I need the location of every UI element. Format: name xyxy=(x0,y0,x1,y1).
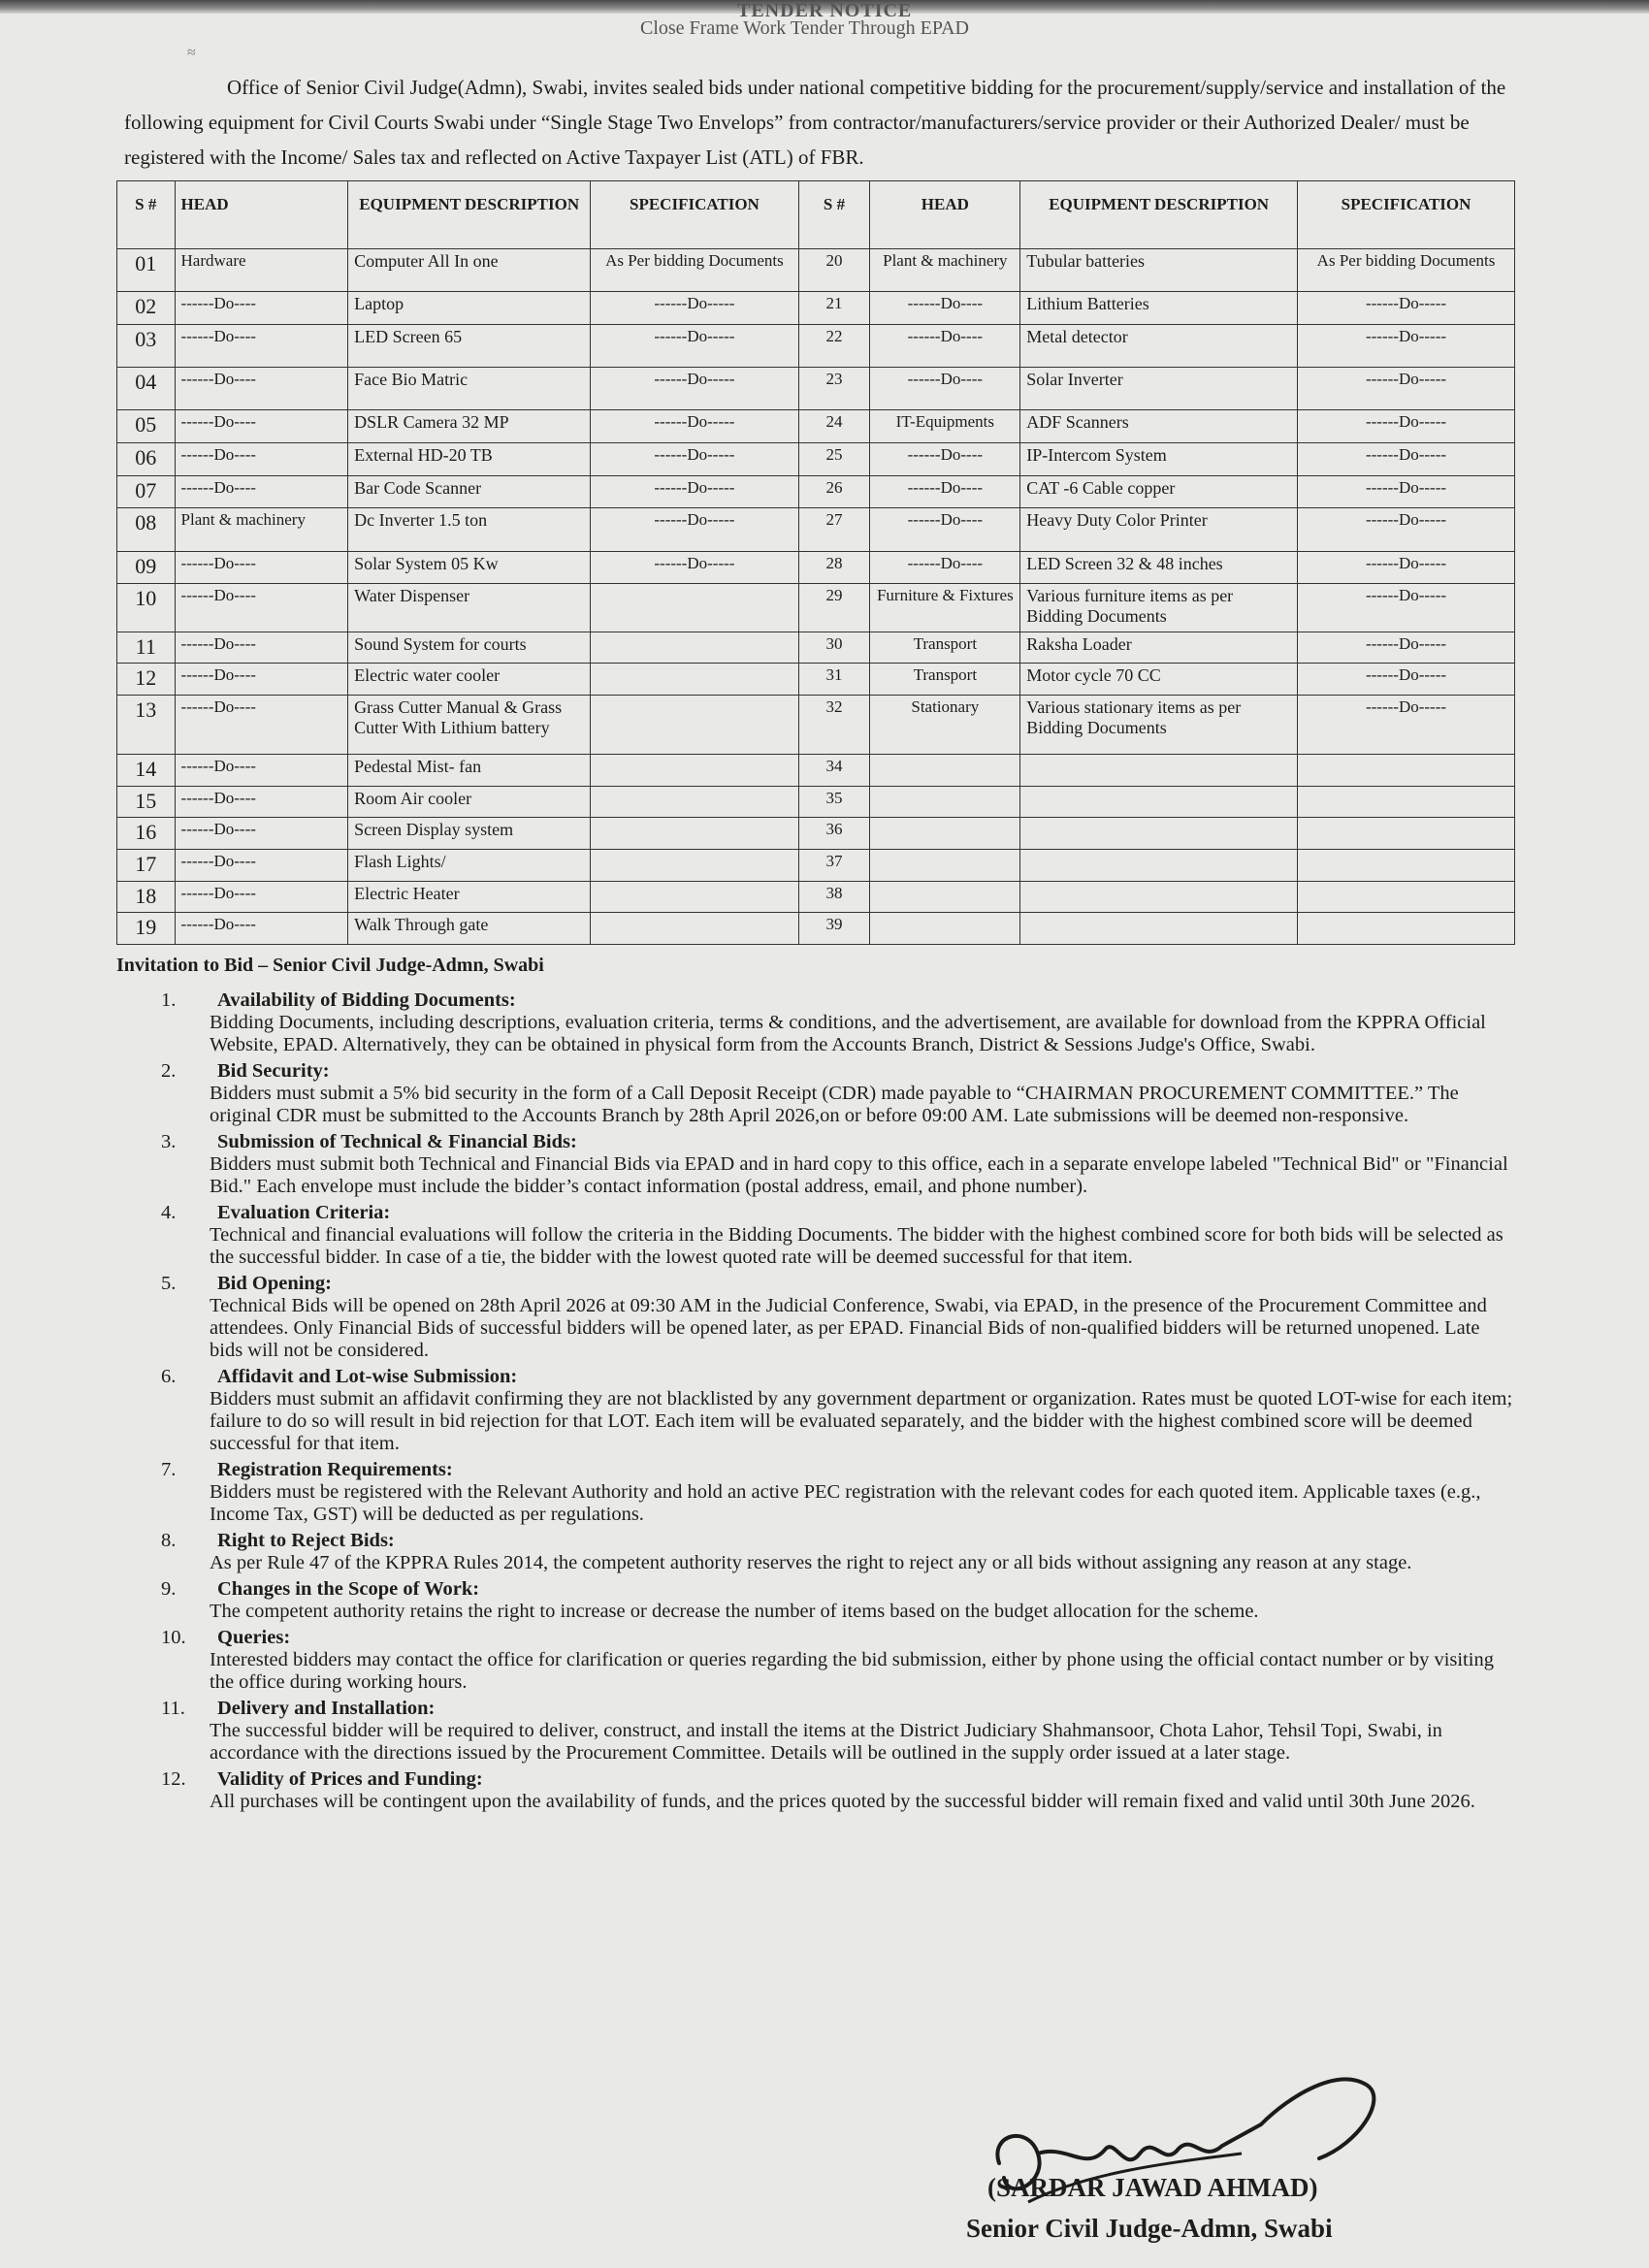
cell-description: Walk Through gate xyxy=(348,913,591,945)
term-body: All purchases will be contingent upon the availability of funds, and the prices quoted by the successful bidder will remain fixed and valid until 30th June 2026. xyxy=(210,1791,1475,1812)
table-row xyxy=(117,786,1515,818)
term-body: Technical and financial evaluations will follow the criteria in the Bidding Documents. The bidder with the highest combined score for both bids will be selected as the successful bidder. In case of a tie, the bidder with the lowest quoted rate will be deemed successful for that item. xyxy=(210,1224,1504,1268)
cell-specification: ------Do----- xyxy=(591,443,798,476)
cell-description: Pedestal Mist- fan xyxy=(348,755,591,787)
term-item xyxy=(116,1060,1513,1127)
cell-head-2: ------Do---- xyxy=(870,508,1020,551)
cell-description: Solar System 05 Kw xyxy=(348,551,591,584)
cell-description: Face Bio Matric xyxy=(348,368,591,410)
cell-head: ------Do---- xyxy=(175,696,348,755)
cell-head-2 xyxy=(870,849,1020,881)
term-item xyxy=(116,1131,1513,1198)
cell-sn: 12 xyxy=(117,664,176,696)
term-title: Changes in the Scope of Work: xyxy=(217,1578,480,1600)
term-body: Bidders must submit both Technical and Financial Bids via EPAD and in hard copy to this office, each in a separate envelope labeled "Technical Bid" or "Financial Bid." Each envelope must include the bidder’s contact information (postal address, email, and phone number). xyxy=(210,1153,1508,1197)
table-row xyxy=(117,632,1515,664)
table-row xyxy=(117,249,1515,292)
cell-specification-2: ------Do----- xyxy=(1298,508,1515,551)
cell-specification-2 xyxy=(1298,881,1515,913)
cell-specification: ------Do----- xyxy=(591,551,798,584)
intro-paragraph: Office of Senior Civil Judge(Admn), Swabi, invites sealed bids under national competitive bidding for the procurement/supply/service and installation of the following equipment for Civil Courts Swabi under “Single Stage Two Envelops” from contractor/manufacturers/service provider or their Authorized Dealer/ must be registered with the Income/ Sales tax and reflected on Active Taxpayer List (ATL) of FBR. xyxy=(124,76,1506,169)
col-header-sn: S # xyxy=(117,181,176,249)
cell-head: ------Do---- xyxy=(175,632,348,664)
cell-specification-2: ------Do----- xyxy=(1298,292,1515,325)
term-body: Bidders must submit an affidavit confirming they are not blacklisted by any government department or organization. Rates must be quoted LOT-wise for each item; failure to do so will result in bid rejection for that LOT. Each item will be evaluated separately, and the bidder with the highest combined score will be deemed successful for that item. xyxy=(210,1388,1513,1454)
cell-specification xyxy=(591,818,798,850)
cell-specification-2: ------Do----- xyxy=(1298,368,1515,410)
cell-head-2: ------Do---- xyxy=(870,324,1020,367)
cell-sn-2: 34 xyxy=(798,755,870,787)
col-header-description: EQUIPMENT DESCRIPTION xyxy=(348,181,591,249)
term-number: 4. xyxy=(161,1202,177,1223)
cell-head: ------Do---- xyxy=(175,551,348,584)
cell-sn: 19 xyxy=(117,913,176,945)
cell-head: ------Do---- xyxy=(175,292,348,325)
table-header-row xyxy=(117,181,1515,249)
cell-sn: 02 xyxy=(117,292,176,325)
term-number: 7. xyxy=(161,1459,177,1480)
cell-sn-2: 36 xyxy=(798,818,870,850)
cell-sn-2: 30 xyxy=(798,632,870,664)
term-title: Validity of Prices and Funding: xyxy=(217,1768,483,1790)
cell-specification-2: ------Do----- xyxy=(1298,324,1515,367)
scan-mark: ≈ xyxy=(187,45,196,61)
term-body: Technical Bids will be opened on 28th April 2026 at 09:30 AM in the Judicial Conference, Swabi, via EPAD, in the presence of the Procurement Committee and attendees. Only Financial Bids of successful bidders will be opened later, as per EPAD. Financial Bids of non-qualified bidders will be returned unopened. Late bids will not be considered. xyxy=(210,1295,1487,1361)
term-body: Bidders must submit a 5% bid security in the form of a Call Deposit Receipt (CDR) made payable to “CHAIRMAN PROCUREMENT COMMITTEE.” The original CDR must be submitted to the Accounts Branch by 28th April 2026,on or before 09:00 AM. Late submissions will be deemed non-responsive. xyxy=(210,1083,1459,1126)
signatory-name: (SARDAR JAWAD AHMAD) xyxy=(987,2173,1318,2202)
cell-description: Flash Lights/ xyxy=(348,849,591,881)
term-title: Right to Reject Bids: xyxy=(217,1530,395,1551)
col-header-head: HEAD xyxy=(175,181,348,249)
term-number: 9. xyxy=(161,1578,177,1600)
cell-sn: 04 xyxy=(117,368,176,410)
table-row xyxy=(117,368,1515,410)
cell-sn: 01 xyxy=(117,249,176,292)
cell-head: Hardware xyxy=(175,249,348,292)
cell-description-2: LED Screen 32 & 48 inches xyxy=(1020,551,1298,584)
cell-specification: ------Do----- xyxy=(591,475,798,508)
cell-description: Water Dispenser xyxy=(348,584,591,632)
cell-sn-2: 39 xyxy=(798,913,870,945)
cell-sn: 13 xyxy=(117,696,176,755)
term-item xyxy=(116,1627,1513,1694)
cell-description-2: Various furniture items as per Bidding Documents xyxy=(1020,584,1298,632)
equipment-table xyxy=(116,180,1515,945)
term-number: 12. xyxy=(161,1768,186,1790)
invitation-title: Invitation to Bid – Senior Civil Judge-Admn, Swabi xyxy=(116,955,544,976)
table-row xyxy=(117,443,1515,476)
cell-sn: 18 xyxy=(117,881,176,913)
cell-description-2: Raksha Loader xyxy=(1020,632,1298,664)
cell-head: ------Do---- xyxy=(175,368,348,410)
cell-head: ------Do---- xyxy=(175,913,348,945)
table-row xyxy=(117,881,1515,913)
term-title: Evaluation Criteria: xyxy=(217,1202,391,1223)
table-row xyxy=(117,292,1515,325)
term-number: 10. xyxy=(161,1627,186,1648)
cell-head-2 xyxy=(870,913,1020,945)
cell-head-2: Transport xyxy=(870,664,1020,696)
term-title: Queries: xyxy=(217,1627,291,1648)
cell-head: ------Do---- xyxy=(175,818,348,850)
table-row xyxy=(117,508,1515,551)
cell-head-2: Plant & machinery xyxy=(870,249,1020,292)
cell-head-2: ------Do---- xyxy=(870,292,1020,325)
cell-sn-2: 25 xyxy=(798,443,870,476)
col-header-specification: SPECIFICATION xyxy=(591,181,798,249)
cell-sn: 08 xyxy=(117,508,176,551)
term-number: 5. xyxy=(161,1273,177,1294)
term-item xyxy=(116,1768,1513,1813)
cell-specification xyxy=(591,584,798,632)
term-number: 11. xyxy=(161,1698,185,1719)
cell-specification-2: ------Do----- xyxy=(1298,664,1515,696)
cell-specification: ------Do----- xyxy=(591,508,798,551)
cell-description-2 xyxy=(1020,881,1298,913)
cell-specification-2: ------Do----- xyxy=(1298,475,1515,508)
cell-sn-2: 38 xyxy=(798,881,870,913)
notice-subtitle: Close Frame Work Tender Through EPAD xyxy=(640,17,970,39)
term-number: 2. xyxy=(161,1060,177,1082)
term-body: Interested bidders may contact the office for clarification or queries regarding the bid submission, either by phone using the official contact number or by visiting the office during working hours. xyxy=(210,1649,1494,1693)
cell-specification xyxy=(591,849,798,881)
cell-specification xyxy=(591,755,798,787)
cell-specification-2: ------Do----- xyxy=(1298,551,1515,584)
term-item xyxy=(116,1366,1513,1455)
cell-specification: ------Do----- xyxy=(591,292,798,325)
cell-specification: ------Do----- xyxy=(591,410,798,443)
cell-description-2: IP-Intercom System xyxy=(1020,443,1298,476)
cell-sn-2: 37 xyxy=(798,849,870,881)
cell-sn-2: 28 xyxy=(798,551,870,584)
cell-head: ------Do---- xyxy=(175,443,348,476)
cell-description-2: Solar Inverter xyxy=(1020,368,1298,410)
cell-sn-2: 22 xyxy=(798,324,870,367)
cell-sn: 14 xyxy=(117,755,176,787)
cell-specification-2: As Per bidding Documents xyxy=(1298,249,1515,292)
term-item xyxy=(116,1273,1513,1362)
col-header-sn-2: S # xyxy=(798,181,870,249)
term-title: Delivery and Installation: xyxy=(217,1698,436,1719)
cell-description: Electric Heater xyxy=(348,881,591,913)
cell-description-2: Motor cycle 70 CC xyxy=(1020,664,1298,696)
table-row xyxy=(117,584,1515,632)
cell-specification xyxy=(591,664,798,696)
term-item xyxy=(116,1202,1513,1269)
cell-specification: ------Do----- xyxy=(591,324,798,367)
table-row xyxy=(117,324,1515,367)
cell-description: DSLR Camera 32 MP xyxy=(348,410,591,443)
cell-specification-2: ------Do----- xyxy=(1298,632,1515,664)
table-row xyxy=(117,551,1515,584)
cell-description-2 xyxy=(1020,818,1298,850)
term-item xyxy=(116,989,1513,1056)
cell-sn-2: 31 xyxy=(798,664,870,696)
cell-head-2: Transport xyxy=(870,632,1020,664)
term-title: Registration Requirements: xyxy=(217,1459,453,1480)
cell-specification: ------Do----- xyxy=(591,368,798,410)
table-row xyxy=(117,664,1515,696)
term-number: 1. xyxy=(161,989,177,1011)
cell-sn-2: 21 xyxy=(798,292,870,325)
term-number: 8. xyxy=(161,1530,177,1551)
cell-sn-2: 23 xyxy=(798,368,870,410)
cell-head: ------Do---- xyxy=(175,324,348,367)
cell-head: ------Do---- xyxy=(175,410,348,443)
term-title: Bid Opening: xyxy=(217,1273,332,1294)
cell-sn-2: 20 xyxy=(798,249,870,292)
cell-specification xyxy=(591,881,798,913)
table-row xyxy=(117,818,1515,850)
table-row xyxy=(117,913,1515,945)
cell-head-2 xyxy=(870,786,1020,818)
cell-head: Plant & machinery xyxy=(175,508,348,551)
cell-description-2: ADF Scanners xyxy=(1020,410,1298,443)
cell-sn: 09 xyxy=(117,551,176,584)
cell-sn-2: 35 xyxy=(798,786,870,818)
cell-head-2: ------Do---- xyxy=(870,551,1020,584)
cell-specification-2 xyxy=(1298,786,1515,818)
cell-description-2 xyxy=(1020,849,1298,881)
term-title: Bid Security: xyxy=(217,1060,330,1082)
term-item xyxy=(116,1698,1513,1765)
cell-description: Electric water cooler xyxy=(348,664,591,696)
cell-head-2: Furniture & Fixtures xyxy=(870,584,1020,632)
term-number: 3. xyxy=(161,1131,177,1152)
cell-sn: 16 xyxy=(117,818,176,850)
cell-description: Computer All In one xyxy=(348,249,591,292)
cell-specification xyxy=(591,696,798,755)
term-item xyxy=(116,1459,1513,1526)
table-row xyxy=(117,849,1515,881)
cell-specification-2: ------Do----- xyxy=(1298,443,1515,476)
cell-description-2 xyxy=(1020,755,1298,787)
cell-description-2: Lithium Batteries xyxy=(1020,292,1298,325)
cell-description-2: Tubular batteries xyxy=(1020,249,1298,292)
cell-head: ------Do---- xyxy=(175,881,348,913)
cell-sn-2: 24 xyxy=(798,410,870,443)
terms-list xyxy=(116,989,1513,1813)
cell-head-2: ------Do---- xyxy=(870,368,1020,410)
cell-description-2 xyxy=(1020,786,1298,818)
cell-sn-2: 26 xyxy=(798,475,870,508)
cell-sn: 11 xyxy=(117,632,176,664)
cell-description-2: CAT -6 Cable copper xyxy=(1020,475,1298,508)
cell-specification-2: ------Do----- xyxy=(1298,410,1515,443)
cell-head-2: ------Do---- xyxy=(870,443,1020,476)
table-row xyxy=(117,696,1515,755)
cell-specification-2 xyxy=(1298,849,1515,881)
cell-head: ------Do---- xyxy=(175,755,348,787)
signatory-designation: Senior Civil Judge-Admn, Swabi xyxy=(966,2214,1333,2243)
cell-specification xyxy=(591,913,798,945)
term-title: Submission of Technical & Financial Bids: xyxy=(217,1131,577,1152)
col-header-description-2: EQUIPMENT DESCRIPTION xyxy=(1020,181,1298,249)
cell-head-2 xyxy=(870,818,1020,850)
notice-title-cut: TENDER NOTICE xyxy=(737,0,913,21)
cell-description: Sound System for courts xyxy=(348,632,591,664)
cell-sn-2: 29 xyxy=(798,584,870,632)
table-body xyxy=(117,249,1515,945)
term-body: Bidding Documents, including descriptions, evaluation criteria, terms & conditions, and the advertisement, are available for download from the KPPRA Official Website, EPAD. Alternatively, they can be obtained in physical form from the Accounts Branch, District & Sessions Judge's Office, Swabi. xyxy=(210,1012,1486,1055)
cell-description: Dc Inverter 1.5 ton xyxy=(348,508,591,551)
cell-specification-2 xyxy=(1298,755,1515,787)
cell-description-2: Heavy Duty Color Printer xyxy=(1020,508,1298,551)
cell-specification: As Per bidding Documents xyxy=(591,249,798,292)
cell-specification xyxy=(591,632,798,664)
term-title: Availability of Bidding Documents: xyxy=(217,989,516,1011)
cell-head-2 xyxy=(870,881,1020,913)
cell-head: ------Do---- xyxy=(175,786,348,818)
cell-sn-2: 32 xyxy=(798,696,870,755)
cell-description: Grass Cutter Manual & Grass Cutter With Lithium battery xyxy=(348,696,591,755)
term-item xyxy=(116,1578,1513,1623)
cell-description: Laptop xyxy=(348,292,591,325)
term-title: Affidavit and Lot-wise Submission: xyxy=(217,1366,518,1387)
term-body: As per Rule 47 of the KPPRA Rules 2014, the competent authority reserves the right to reject any or all bids without assigning any reason at any stage. xyxy=(210,1552,1412,1573)
term-body: The successful bidder will be required to deliver, construct, and install the items at the District Judiciary Shahmansoor, Chota Lahor, Tehsil Topi, Swabi, in accordance with the directions issued by the Procurement Committee. Details will be outlined in the supply order issued at a later stage. xyxy=(210,1720,1442,1764)
term-number: 6. xyxy=(161,1366,177,1387)
table-row xyxy=(117,410,1515,443)
cell-head-2: ------Do---- xyxy=(870,475,1020,508)
cell-description-2 xyxy=(1020,913,1298,945)
term-body: Bidders must be registered with the Relevant Authority and hold an active PEC registration with the relevant codes for each quoted item. Applicable taxes (e.g., Income Tax, GST) will be deducted as per regulations. xyxy=(210,1481,1481,1525)
cell-head-2: IT-Equipments xyxy=(870,410,1020,443)
cell-specification-2: ------Do----- xyxy=(1298,696,1515,755)
cell-description: Bar Code Scanner xyxy=(348,475,591,508)
cell-sn: 10 xyxy=(117,584,176,632)
cell-sn: 03 xyxy=(117,324,176,367)
cell-head: ------Do---- xyxy=(175,475,348,508)
cell-description-2: Metal detector xyxy=(1020,324,1298,367)
cell-description: External HD-20 TB xyxy=(348,443,591,476)
cell-description-2: Various stationary items as per Bidding Documents xyxy=(1020,696,1298,755)
cell-head: ------Do---- xyxy=(175,849,348,881)
cell-sn: 07 xyxy=(117,475,176,508)
term-item xyxy=(116,1530,1513,1574)
cell-specification-2: ------Do----- xyxy=(1298,584,1515,632)
table-row xyxy=(117,475,1515,508)
cell-sn-2: 27 xyxy=(798,508,870,551)
cell-head: ------Do---- xyxy=(175,584,348,632)
cell-sn: 06 xyxy=(117,443,176,476)
cell-sn: 17 xyxy=(117,849,176,881)
cell-sn: 05 xyxy=(117,410,176,443)
cell-sn: 15 xyxy=(117,786,176,818)
cell-specification-2 xyxy=(1298,913,1515,945)
cell-specification-2 xyxy=(1298,818,1515,850)
cell-head: ------Do---- xyxy=(175,664,348,696)
cell-description: Room Air cooler xyxy=(348,786,591,818)
col-header-specification-2: SPECIFICATION xyxy=(1298,181,1515,249)
col-header-head-2: HEAD xyxy=(870,181,1020,249)
term-body: The competent authority retains the right to increase or decrease the number of items based on the budget allocation for the scheme. xyxy=(210,1601,1259,1622)
cell-description: LED Screen 65 xyxy=(348,324,591,367)
cell-specification xyxy=(591,786,798,818)
cell-description: Screen Display system xyxy=(348,818,591,850)
cell-head-2: Stationary xyxy=(870,696,1020,755)
table-row xyxy=(117,755,1515,787)
cell-head-2 xyxy=(870,755,1020,787)
